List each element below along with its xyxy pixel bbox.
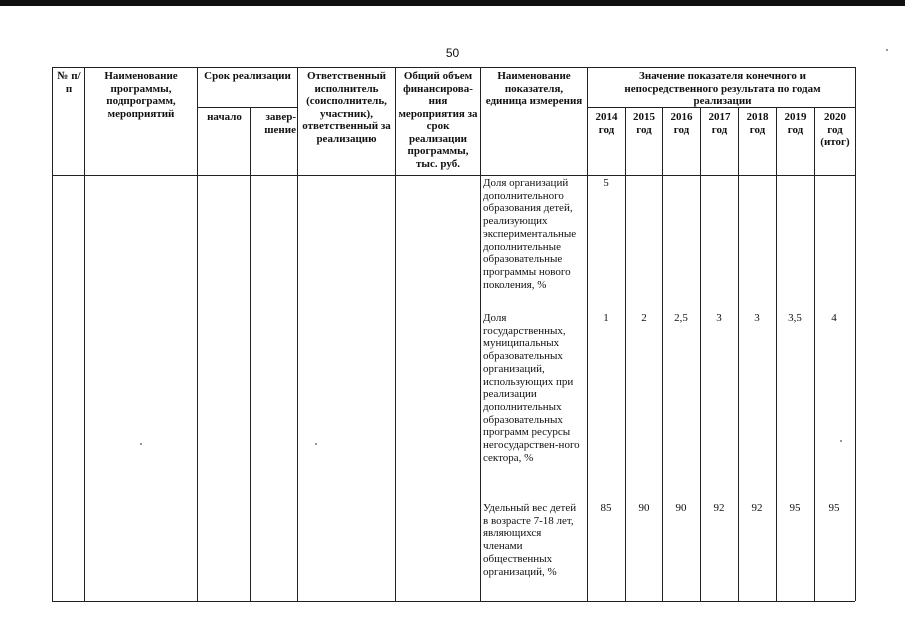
header-year-2014: 2014 год: [595, 111, 618, 136]
indicator-name: Доля организаций дополнительного образования детей, реализующих экспериментальные дополнительные образовательные программы нового поколения, %: [483, 177, 577, 291]
col-border: [52, 67, 53, 601]
col-border: [587, 67, 588, 601]
value-2019: 95: [789, 502, 801, 514]
scan-speck: [886, 49, 888, 51]
value-2016: 90: [675, 502, 687, 514]
col-border: [395, 67, 396, 601]
indicator-name: Удельный вес детей в возрасте 7-18 лет, являющихся членами общественных организаций, %: [483, 502, 577, 578]
header-indicator: Наименование показателя, единица измерения: [485, 70, 583, 107]
header-end: завер-шение: [264, 111, 296, 136]
scan-top-border: [0, 0, 905, 6]
indicator-name: Доля государственных, муниципальных образовательных организаций, использующих при реализации дополнительных образовательных программ ресурсы негосударствен-ного сектора, %: [483, 312, 580, 464]
page-number: 50: [445, 46, 460, 60]
col-border: [738, 107, 739, 601]
value-2016: 2,5: [674, 312, 688, 324]
col-border: [625, 107, 626, 601]
scan-speck: [140, 443, 142, 445]
header-executor: Ответственный исполнитель (соисполнитель, участник), ответственный за реализацию: [302, 70, 391, 145]
value-2014: 1: [603, 312, 609, 324]
header-year-2019: 2019 год: [784, 111, 807, 136]
header-values-group: Значение показателя конечного и непосредственного результата по годам реализации: [624, 70, 821, 107]
header-year-2017: 2017 год: [708, 111, 731, 136]
value-2020: 95: [828, 502, 840, 514]
scan-speck: [840, 440, 842, 442]
value-2014: 5: [603, 177, 609, 189]
value-2017: 92: [713, 502, 725, 514]
header-finance: Общий объем финансирова-ния мероприятия за срок реализации программы, тыс. руб.: [398, 70, 478, 170]
value-2020: 4: [831, 312, 837, 324]
value-2015: 90: [638, 502, 650, 514]
table-top-border: [52, 67, 855, 68]
header-year-2016: 2016 год: [670, 111, 693, 136]
header-year-2015: 2015 год: [633, 111, 655, 136]
col-border: [250, 107, 251, 601]
value-2018: 3: [754, 312, 760, 324]
value-2019: 3,5: [788, 312, 802, 324]
col-border: [480, 67, 481, 601]
value-2015: 2: [641, 312, 647, 324]
value-2017: 3: [716, 312, 722, 324]
header-name: Наименование программы, подпрограмм, мероприятий: [104, 70, 178, 120]
header-year-2018: 2018 год: [746, 111, 769, 136]
value-2018: 92: [751, 502, 763, 514]
header-bottom-border: [52, 175, 855, 176]
col-border: [297, 67, 298, 601]
col-border: [700, 107, 701, 601]
scan-speck: [315, 443, 317, 445]
value-2014: 85: [600, 502, 612, 514]
period-subheader-line: [197, 107, 297, 108]
col-border: [776, 107, 777, 601]
header-start: начало: [207, 111, 242, 123]
table-bottom-border: [52, 601, 855, 602]
header-period: Срок реализации: [204, 70, 291, 82]
col-border: [197, 67, 198, 601]
col-border: [855, 67, 856, 601]
col-border: [84, 67, 85, 601]
header-num: № п/п: [57, 70, 81, 95]
header-year-2020: 2020 год (итог): [820, 111, 850, 148]
col-border: [814, 107, 815, 601]
col-border: [662, 107, 663, 601]
